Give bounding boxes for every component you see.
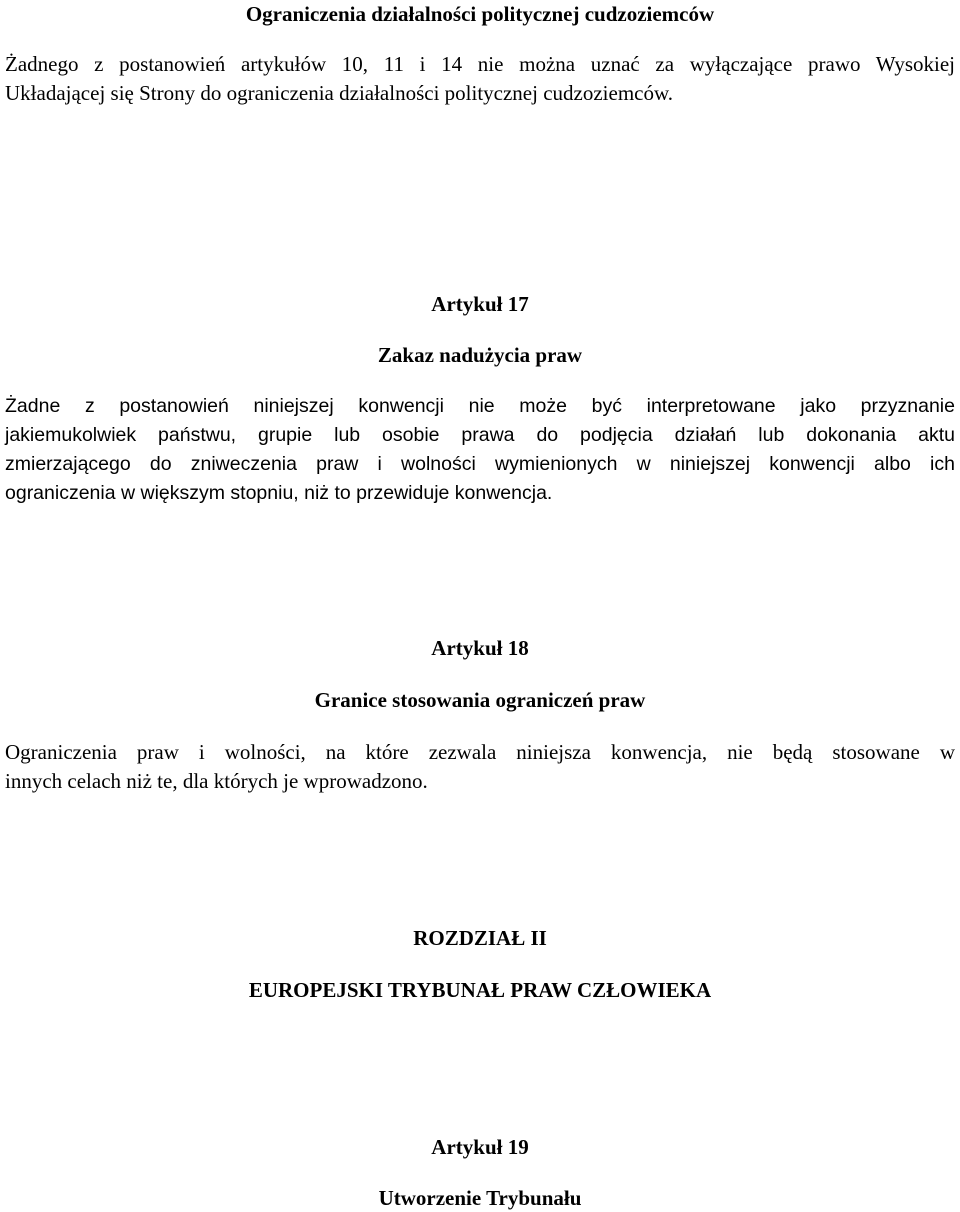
section-title: Ograniczenia działalności politycznej cudzoziemców xyxy=(245,2,715,26)
chapter-number: ROZDZIAŁ II xyxy=(413,926,547,950)
paragraph-line: zmierzającego do zniweczenia praw i wolności wymienionych w niniejszej konwencji albo ich xyxy=(5,453,955,475)
paragraph-line: Żadnego z postanowień artykułów 10, 11 i 14 nie można uznać za wyłączające prawo Wysokiej xyxy=(5,52,955,76)
article-18-number: Artykuł 18 xyxy=(431,636,529,660)
paragraph-line: ograniczenia w większym stopniu, niż to przewiduje konwencja. xyxy=(5,482,553,504)
article-18-paragraph xyxy=(5,738,955,796)
section-paragraph xyxy=(5,50,955,108)
paragraph-line: Ograniczenia praw i wolności, na które zezwala niniejsza konwencja, nie będą stosowane w xyxy=(5,740,955,764)
paragraph-line: Układającej się Strony do ograniczenia działalności politycznej cudzoziemców. xyxy=(5,81,674,105)
article-19-title: Utworzenie Trybunału xyxy=(378,1186,582,1210)
article-19-number: Artykuł 19 xyxy=(431,1135,529,1159)
article-17-title: Zakaz nadużycia praw xyxy=(377,343,583,367)
paragraph-line: jakiemukolwiek państwu, grupie lub osobie prawa do podjęcia działań lub dokonania aktu xyxy=(5,424,955,446)
paragraph-line: innych celach niż te, dla których je wprowadzono. xyxy=(5,769,428,793)
article-18-title: Granice stosowania ograniczeń praw xyxy=(314,688,646,712)
article-17-paragraph xyxy=(5,392,955,508)
article-17-number: Artykuł 17 xyxy=(431,292,529,316)
chapter-title: EUROPEJSKI TRYBUNAŁ PRAW CZŁOWIEKA xyxy=(248,978,712,1002)
paragraph-line: Żadne z postanowień niniejszej konwencji nie może być interpretowane jako przyznanie xyxy=(5,395,955,417)
